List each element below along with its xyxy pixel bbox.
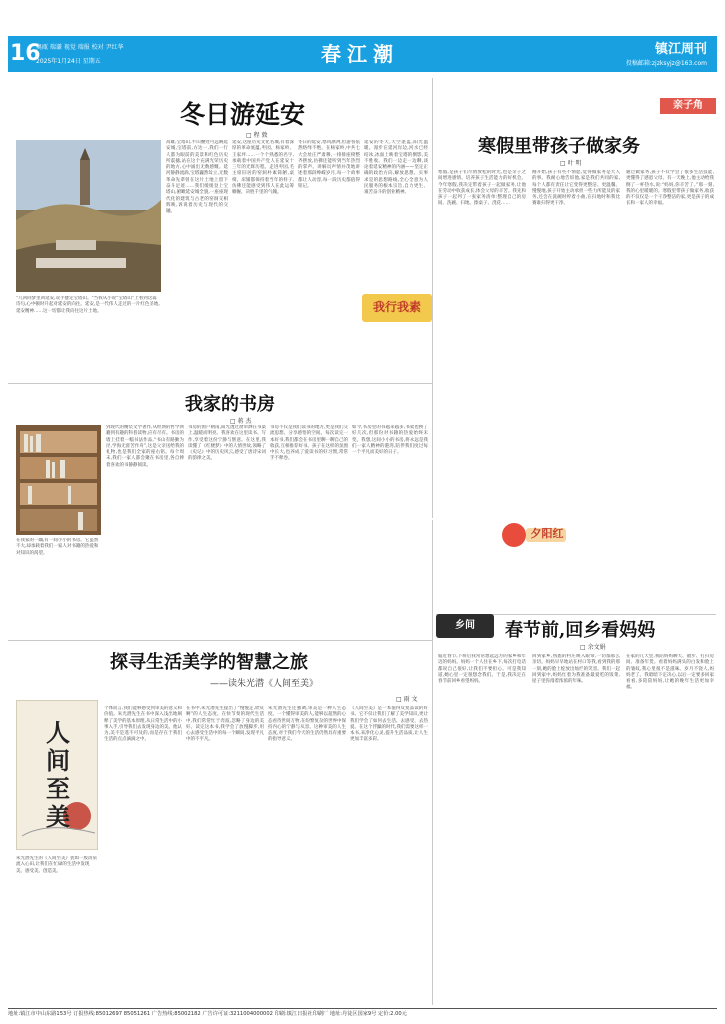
photo-caption: "几回回梦里回延安,双手搂定宝塔山。"当我从小说“宝塔山”上看到这篇诗句,心中顿时升起对延安的向往。延安,是一代伟人走过的一片红色圣地,延安精神……这一切都让我向往这片土地。 <box>16 296 160 314</box>
submission-email: 投稿邮箱:zjzksyjz@163.com <box>625 60 707 67</box>
article-column: 通过做家务,孩子不仅学会了很多生活技能,更懂得了感恩父母。有一天晚上,他主动给我倒了一杯热水,说:“妈妈,你辛苦了。”那一刻,我的心里暖暖的。寒假里带孩子做家务,收获的不仅仅是一个干净整洁的家,更是孩子的成长和一家人的幸福。 <box>626 170 714 207</box>
article-byline: □ 蒋 杰 <box>230 418 252 425</box>
section-divider <box>8 383 432 384</box>
editor-credits: 奥瓯 瑞谦 视觉 瑞报 校对 尹红华 <box>36 44 124 51</box>
article-column: 书房不仅是我们读书的地方,更是我们交流思想、分享感悟的空间。每次读完一本好书,我们都会在书房里聊一聊自己的收获,互相推荐好书。孩子在这样的氛围中长大,也养成了爱读书的好习惯,常常手不释卷。 <box>270 425 348 462</box>
article-column: 寒假,是孩子们尽情放松的时光,也是亲子之间增进感情、培养孩子生活能力的好机会。今年寒假,我决定带着孩子一起做家务,让他在劳动中收获成长,体会父母的辛苦。我先和孩子一起列了一张家务清单:整理自己的房间、洗碗、扫地、擦桌子、浇花…… <box>438 170 526 207</box>
article-column: 临近春节,下班后我常常想起远方的家乡和年迈的妈妈。妈妈一个人住在乡下,每次打电话都说自己很好,让我们不要担心。可是我知道,她心里一定很想念我们。于是,我决定在春节前回乡看望妈妈。 <box>438 654 526 685</box>
section-title: 春江潮 <box>321 42 399 66</box>
article-title: 探寻生活美学的智慧之旅 <box>110 652 308 673</box>
article-title: 春节前,回乡看妈妈 <box>505 620 656 641</box>
book-cover-title: 人间至美 <box>46 718 70 831</box>
article-column: 个体而言,我们能够感受到审美的意义和价值。朱光潜先生在书中深入浅出地阐释了美学的基本原理,从日常生活中的小事入手,引导我们去发现身边的美。他认为,美不是遥不可及的,而是存在于我们生活的点点滴滴之中。 <box>104 706 182 743</box>
article-column: 如今,书房里的书越来越多,书架也换了好几次,但那份对书籍的热爱始终未变。我想,这间小小的书房,将永远是我们一家人精神的港湾,陪伴我们度过每一个平凡而美好的日子。 <box>352 425 428 456</box>
article-title: 冬日游延安 <box>180 100 306 129</box>
page-footer: 地址:镇江市中山东路153号 订报热线:85012697 85051261 广告热线:85002182 广告许可证:3211004000002 印刷:镇江日报社印刷厂 地址:丹徒区国家9号 定价:2.00元 <box>8 1008 717 1020</box>
article-column: 回到家乡,熟悉的村庄映入眼帘,一切都那么亲切。妈妈早早地站在村口等我,看到我的那一刻,她的脸上绽放出灿烂的笑容。我们一起回到家中,妈妈忙着为我准备最爱吃的饭菜,屋子里弥漫着浓浓的年味。 <box>532 654 620 685</box>
article-byline: □ 程 敦 <box>246 132 268 139</box>
article-column: 冬日的延安,寒风凛冽,但游客依然络绎不绝。在杨家岭,中共七大会址庄严肃穆,一排排座椅整齐摆放,仿佛还能听到当年热烈的掌声。讲解员声情并茂地讲述着那段峥嵘岁月,每一个故事都让人动容,每一段历史都值得铭记。 <box>298 140 360 190</box>
article-byline: □ 叶 明 <box>560 160 582 167</box>
cover-caption: 朱光潜先生的《人间至美》犹如一股清泉流入心田,让我们在忙碌的生活中发现美、感受美、创造美。 <box>16 856 97 874</box>
bookshelf-photo <box>16 425 101 535</box>
article-column: 在书中,朱光潜先生提出了“慢慢走,欣赏啊”的人生态度。在快节奏的现代生活中,我们常常忙于奔波,忽略了身边的美好。读完这本书,我学会了放慢脚步,用心去感受生活中的每一个瞬间,发现平凡中的不平凡。 <box>186 706 264 743</box>
publication-name: 镇江周刊 <box>654 42 707 57</box>
column-divider <box>432 520 433 1005</box>
article-column: 朱光潜先生还强调,审美是一种人生态度。一个懂得审美的人,能够以超然的心态看待世间万物,在纷繁复杂的世界中保持内心的宁静与从容。这种审美的人生态度,对于我们今天的生活仍然具有重要的指导意义。 <box>268 706 346 743</box>
book-cover <box>16 700 98 850</box>
column-logo-text: 我行我素 <box>372 300 421 314</box>
article-byline: □ 雨 文 <box>396 696 418 703</box>
article-column: 到现代的精装文学著作,从经典的哲学典籍到有趣的科普读物,应有尽有。书房的墙上挂着一幅书法作品,“书山有路勤为径,学海无涯苦作舟”,这是父亲送给我的礼物,也是我们全家的座右铭。每个周末,我们一家人都会聚在书房里,各自捧着喜欢的书静静阅读。 <box>106 425 184 468</box>
article-column: 在家的几天里,我陪妈妈聊天、散步、打扫房间、准备年货。看着妈妈满头的白发和脸上的皱纹,我心里很不是滋味。岁月不饶人,妈妈老了。我暗暗下定决心,以后一定要多回家看看,多陪陪妈妈,让她的晚年生活更加幸福。 <box>626 654 714 691</box>
article-column: 书房的窗户朝南,阳光透过窗帘洒在书桌上,温暖而明亮。我喜欢在这里读书、写作,享受着这份宁静与惬意。在这里,我读懂了《红楼梦》中的人情世故,领略了《史记》中的历史风云,感受了唐诗宋词的韵律之美。 <box>188 425 266 462</box>
article-column: 延安的冬天,天空湛蓝,阳光温暖。漫步在延河岸边,河水已经结冰,冰面上映着宝塔的倒影,美不胜收。我们一边走一边聊,谈论着延安精神的内涵——坚定正确的政治方向,解放思想、实事求是的思想路线,全心全意为人民服务的根本宗旨,自力更生、艰苦奋斗的创业精神。 <box>364 140 428 196</box>
article-title: 我家的书房 <box>185 394 275 415</box>
article-column: 延安,这座历史文化名城,有着深厚的革命底蕴,枣园、杨家岭、王家坪……一个个熟悉的名字,承载着中国共产党人在延安十三年的光辉历程。走进枣园,毛主席旧居的窑洞朴素简陋,桌椅、床铺都保持着当年的样子,仿佛还能感受到伟人在此运筹帷幄、决胜千里的气魄。 <box>232 140 294 196</box>
column-logo-text: 乡间 <box>455 620 475 631</box>
column-tag: 亲子角 <box>660 98 716 114</box>
page-number: 16 <box>10 41 41 66</box>
article-title: 寒假里带孩子做家务 <box>478 136 640 157</box>
issue-date: 2025年1月24日 星期五 <box>36 58 101 65</box>
article-column: 《人间至美》是一本值得反复品读的好书。它不仅让我们了解了美学知识,更让我们学会了如何去生活、去感受、去热爱。在这个浮躁的时代,我们需要这样一本书,来净化心灵,提升生活品质,让人生更加丰富多彩。 <box>350 706 428 743</box>
yanan-pagoda-photo <box>16 140 161 292</box>
section-divider <box>8 640 432 641</box>
photo-caption: 在我家的一隅,有一间小小的书房。它虽然不大,却承载着我们一家人对书籍的热爱和对知识的渴望。 <box>16 538 99 556</box>
article-byline: □ 余文娟 <box>580 644 606 651</box>
article-subtitle: ——读朱光潜《人间至美》 <box>210 679 319 689</box>
article-column: 高雄,宝塔山,半山腰处可远眺延安城,宝塔前,方达一,我们一行人都为眼前的美景和红色历史所震撼,站在这个充满光荣历史的地方,心中涌出无数感慨。延河静静流淌,宝塔巍然耸立,无数革命先辈曾在这片土地上留下奋斗足迹……我们缓缓登上宝塔山,俯瞰延安城全貌,一座座现代化的建筑与古老的窑洞交相辉映,诉说着历史与现代的交融。 <box>166 140 228 215</box>
article-column: 刚开始,孩子有些不情愿,觉得做家务是大人的事。我耐心地告诉他,家是我们共同的家,每个人都有责任让它变得更整洁、更温馨。慢慢地,孩子开始主动承担一些力所能及的家务,还会在洗碗时哼着小曲,在扫地时和我比赛谁扫得更干净。 <box>532 170 620 207</box>
column-logo-text: 夕阳红 <box>530 527 564 540</box>
column-divider <box>432 78 433 518</box>
